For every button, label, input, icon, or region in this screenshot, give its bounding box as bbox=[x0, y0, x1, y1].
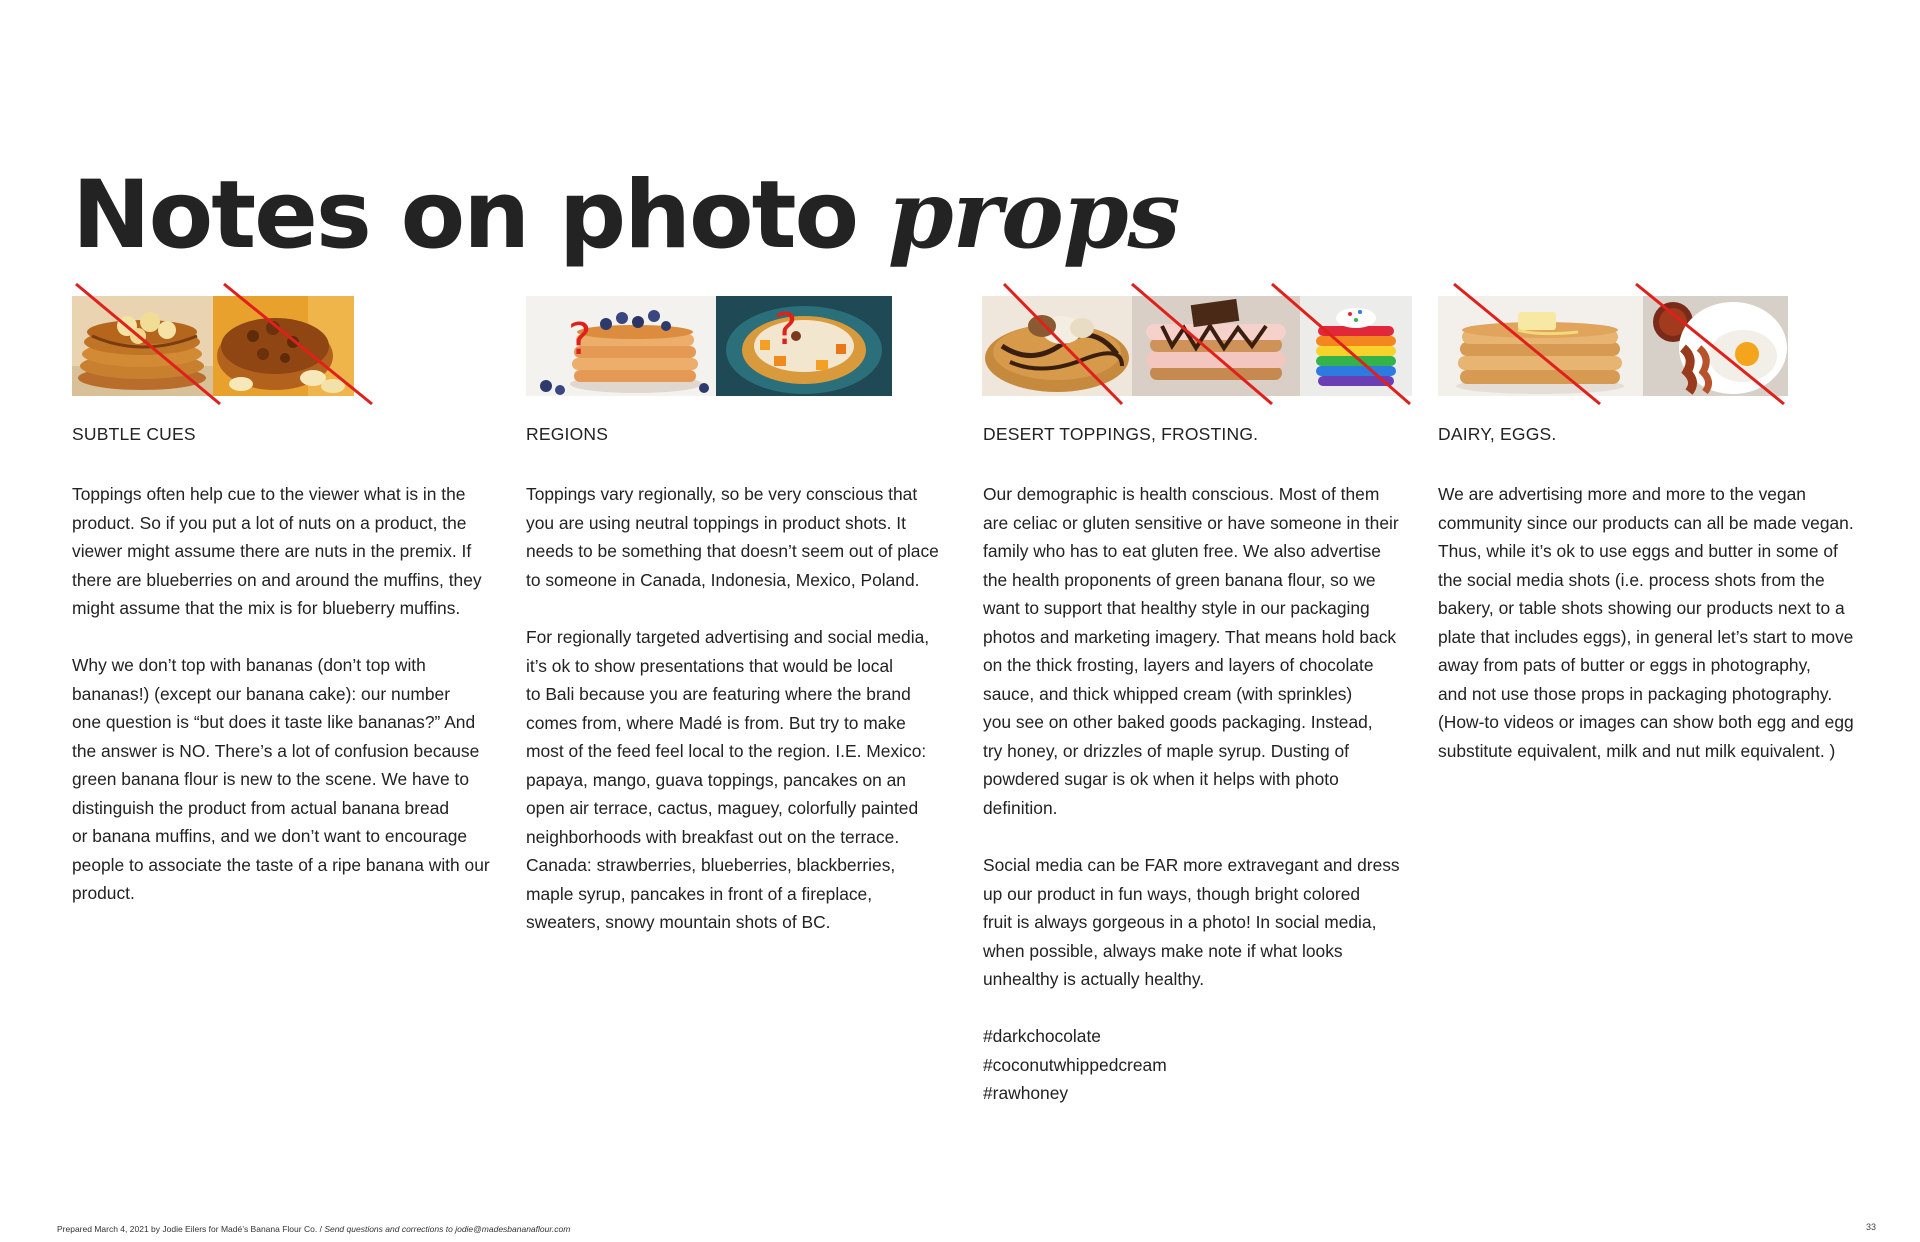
text-line: the social media shots (i.e. process shots from the bbox=[1438, 569, 1825, 590]
text-line: product. bbox=[72, 883, 135, 903]
text-line: it’s ok to show presentations that would be local bbox=[526, 655, 894, 676]
hashtag: #darkchocolate bbox=[983, 1026, 1101, 1046]
body-paragraph bbox=[1438, 480, 1854, 765]
text-line: Thus, while it’s ok to use eggs and butter in some of bbox=[1438, 541, 1838, 561]
text-line: family who has to eat gluten free. We also advertise bbox=[983, 541, 1381, 561]
hashtag-list bbox=[983, 1022, 1167, 1108]
text-line: For regionally targeted advertising and social media, bbox=[526, 627, 930, 647]
text-line: unhealthy is actually healthy. bbox=[983, 969, 1205, 989]
footer bbox=[57, 1224, 570, 1234]
question-mark: ? bbox=[774, 304, 798, 355]
body-paragraph bbox=[72, 480, 482, 623]
text-line: (How-to videos or images can show both egg and egg bbox=[1438, 712, 1854, 732]
text-line: community since our products can all be made vegan. bbox=[1438, 512, 1854, 533]
footer-prepared: Prepared March 4, 2021 by Jodie Eilers for Madé’s Banana Flour Co. bbox=[57, 1224, 318, 1234]
text-line: when possible, always make note if what looks bbox=[983, 940, 1343, 961]
text-line: plate that includes eggs), in general let’s start to move bbox=[1438, 626, 1854, 647]
page-title-main: Notes on photo bbox=[72, 161, 858, 270]
regions-photos bbox=[526, 296, 892, 396]
text-line: and not use those props in packaging photography. bbox=[1438, 683, 1833, 704]
section-heading: REGIONS bbox=[526, 424, 609, 444]
text-line: photos and marketing imagery. That means hold back bbox=[983, 626, 1397, 647]
text-line: fruit is always gorgeous in a photo! In social media, bbox=[983, 912, 1377, 932]
dairy-eggs-photos bbox=[1438, 296, 1788, 396]
text-line: Our demographic is health conscious. Most of them bbox=[983, 484, 1380, 504]
text-line: there are blueberries on and around the muffins, they bbox=[72, 569, 482, 590]
body-paragraph bbox=[72, 651, 490, 908]
text-line: definition. bbox=[983, 797, 1058, 818]
question-mark: ? bbox=[568, 314, 592, 365]
banana-pancakes-photo bbox=[72, 296, 213, 396]
text-line: want to support that healthy style in our packaging bbox=[983, 598, 1370, 618]
chocolate-waffle-photo bbox=[982, 296, 1132, 396]
text-line: papaya, mango, guava toppings, pancakes on an bbox=[526, 769, 906, 790]
text-line: distinguish the product from actual banana bread bbox=[72, 797, 450, 818]
eggs-bacon-plate-photo bbox=[1643, 296, 1788, 396]
text-line: sauce, and thick whipped cream (with sprinkles) bbox=[983, 683, 1353, 704]
text-line: sweaters, snowy mountain shots of BC. bbox=[526, 912, 831, 932]
text-line: you see on other baked goods packaging. Instead, bbox=[983, 712, 1373, 732]
page-title-script: props bbox=[887, 160, 1180, 270]
text-line: away from pats of butter or eggs in photography, bbox=[1438, 655, 1811, 675]
text-line: green banana flour is new to the scene. We have to bbox=[72, 769, 470, 789]
text-line: are celiac or gluten sensitive or have someone in their bbox=[983, 512, 1399, 533]
text-line: try honey, or drizzles of maple syrup. Dusting of bbox=[983, 740, 1350, 761]
frosted-stack-photo bbox=[1132, 296, 1300, 396]
text-line: Social media can be FAR more extravegant and dress bbox=[983, 855, 1400, 875]
text-line: bakery, or table shots showing our products next to a bbox=[1438, 598, 1845, 618]
text-line: the health proponents of green banana flour, so we bbox=[983, 569, 1376, 590]
section-heading: DAIRY, EGGS. bbox=[1438, 424, 1557, 444]
text-line: up our product in fun ways, though bright colored bbox=[983, 883, 1361, 904]
hashtag: #rawhoney bbox=[983, 1083, 1069, 1103]
text-line: to Bali because you are featuring where the brand bbox=[526, 684, 911, 704]
body-paragraph bbox=[526, 623, 929, 937]
rainbow-stack-photo bbox=[1300, 296, 1412, 396]
text-line: people to associate the taste of a ripe banana with our bbox=[72, 854, 490, 875]
body-paragraph bbox=[983, 851, 1400, 994]
subtle-cues-photos bbox=[72, 296, 372, 396]
text-line: comes from, where Madé is from. But try to make bbox=[526, 712, 906, 733]
page-title bbox=[72, 160, 1180, 270]
banana-nut-pancakes-photo bbox=[213, 296, 354, 396]
page-number: 33 bbox=[1866, 1222, 1877, 1232]
text-line: Canada: strawberries, blueberries, blackberries, bbox=[526, 855, 896, 875]
text-line: on the thick frosting, layers and layers of chocolate bbox=[983, 655, 1374, 675]
text-line: Toppings often help cue to the viewer what is in the bbox=[72, 484, 466, 504]
text-line: you are using neutral toppings in product shots. It bbox=[526, 512, 906, 533]
desert-toppings-photos bbox=[982, 296, 1412, 396]
text-line: Toppings vary regionally, so be very conscious that bbox=[526, 484, 918, 504]
text-line: powdered sugar is ok when it helps with photo bbox=[983, 769, 1339, 789]
body-paragraph bbox=[983, 480, 1399, 822]
footer-contact: Send questions and corrections to jodie@madesbananaflour.com bbox=[324, 1224, 571, 1234]
text-line: might assume that the mix is for blueberry muffins. bbox=[72, 598, 461, 618]
blueberry-pancakes-photo bbox=[526, 296, 716, 396]
footer-separator: / bbox=[319, 1224, 322, 1234]
butter-pancakes-photo bbox=[1438, 296, 1643, 396]
text-line: open air terrace, cactus, maguey, colorfully painted bbox=[526, 798, 919, 818]
text-line: Why we don’t top with bananas (don’t top with bbox=[72, 655, 426, 675]
tropical-pancakes-photo bbox=[716, 296, 892, 396]
text-line: neighborhoods with breakfast out on the terrace. bbox=[526, 826, 900, 847]
text-line: to someone in Canada, Indonesia, Mexico, Poland. bbox=[526, 569, 920, 590]
text-line: product. So if you put a lot of nuts on a product, the bbox=[72, 512, 467, 533]
text-line: bananas!) (except our banana cake): our number bbox=[72, 683, 450, 704]
body-paragraph bbox=[526, 480, 939, 594]
text-line: We are advertising more and more to the vegan bbox=[1438, 484, 1806, 504]
text-line: substitute equivalent, milk and nut milk equivalent. ) bbox=[1438, 740, 1836, 761]
text-line: viewer might assume there are nuts in the premix. If bbox=[72, 541, 472, 561]
text-line: the answer is NO. There’s a lot of confusion because bbox=[72, 740, 480, 761]
section-heading: DESERT TOPPINGS, FROSTING. bbox=[983, 424, 1259, 444]
text-line: one question is “but does it taste like bananas?” And bbox=[72, 712, 476, 732]
text-line: needs to be something that doesn’t seem out of place bbox=[526, 541, 939, 561]
text-line: or banana muffins, and we don’t want to encourage bbox=[72, 826, 468, 846]
section-heading: SUBTLE CUES bbox=[72, 424, 196, 444]
text-line: maple syrup, pancakes in front of a fireplace, bbox=[526, 883, 873, 904]
hashtag: #coconutwhippedcream bbox=[983, 1054, 1167, 1075]
text-line: most of the feed feel local to the region. I.E. Mexico: bbox=[526, 741, 927, 761]
